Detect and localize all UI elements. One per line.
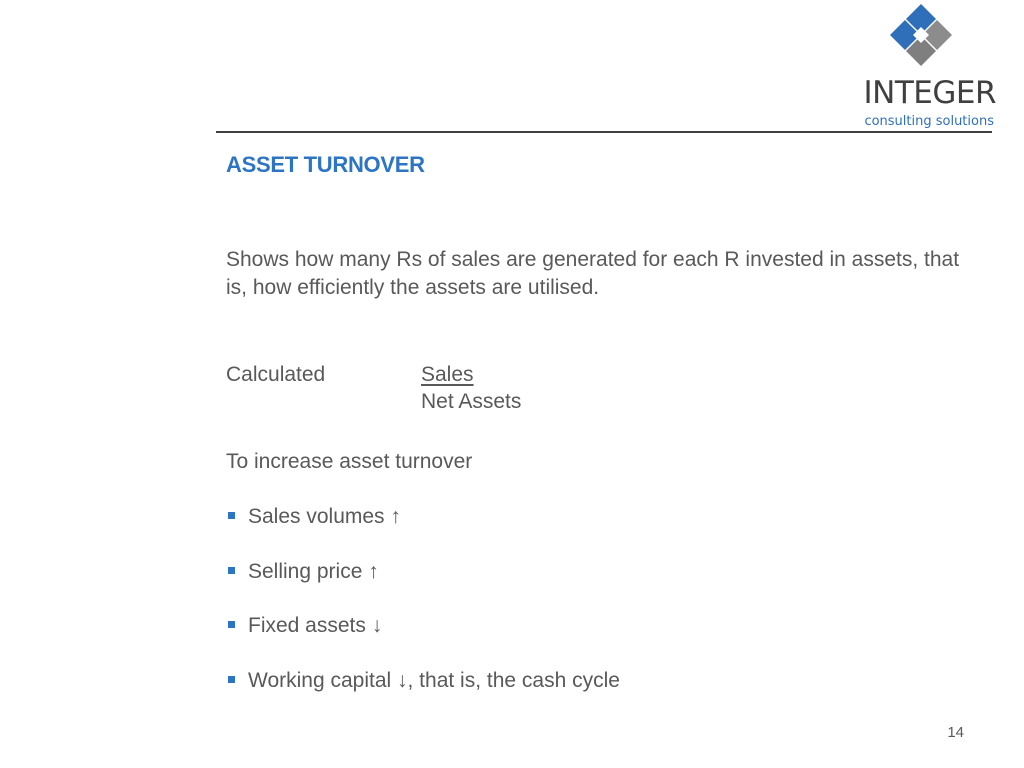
calculation-label: Calculated <box>226 363 326 386</box>
formula-denominator: Net Assets <box>421 390 522 413</box>
logo-wordmark: INTEGER <box>863 75 996 111</box>
company-logo <box>848 2 996 132</box>
square-bullet-icon <box>228 676 235 683</box>
bullet-text: Fixed assets ↓ <box>248 614 383 637</box>
page-number: 14 <box>947 724 964 741</box>
bullet-text: Selling price ↑ <box>248 559 379 583</box>
formula-numerator: Sales <box>421 363 474 386</box>
header-divider <box>216 131 992 133</box>
logo-tagline: consulting solutions <box>864 114 994 129</box>
slide-title: ASSET TURNOVER <box>226 152 425 177</box>
bullet-text: Working capital ↓, that is, the cash cycle <box>248 668 620 692</box>
increase-heading: To increase asset turnover <box>226 450 473 473</box>
bullet-text: Sales volumes ↑ <box>248 505 401 528</box>
diamond-logo-icon <box>888 2 954 68</box>
square-bullet-icon <box>228 621 235 628</box>
slide-description: Shows how many Rs of sales are generated for each R invested in assets, that is, how efficiently the assets are utilised. <box>226 248 960 299</box>
square-bullet-icon <box>228 567 235 574</box>
square-bullet-icon <box>228 512 235 519</box>
